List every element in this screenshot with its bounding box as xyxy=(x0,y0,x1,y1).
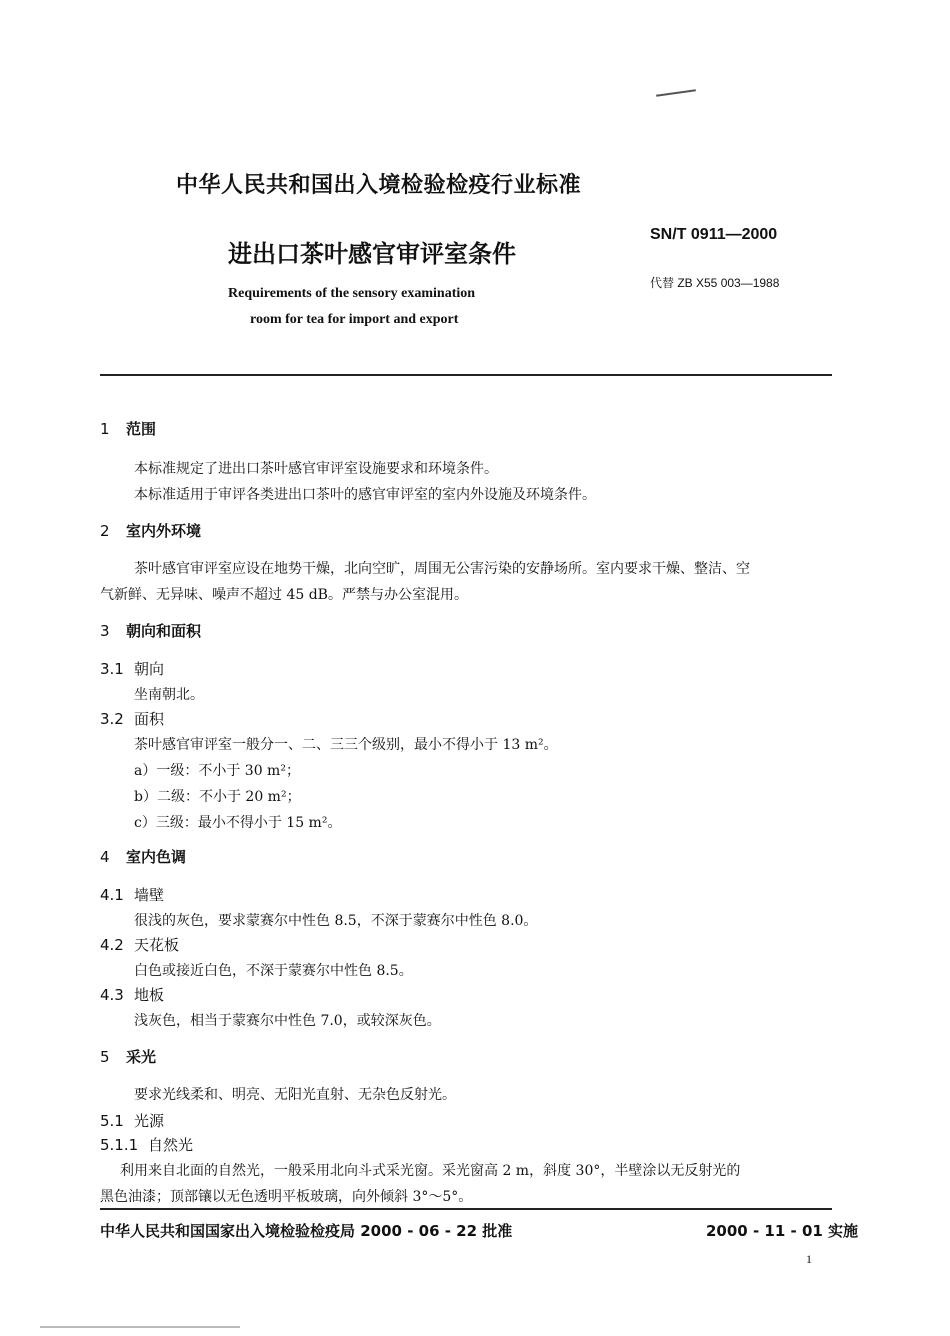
subsection-4-1-paragraph: 很浅的灰色，要求蒙赛尔中性色 8.5，不深于蒙赛尔中性色 8.0。 xyxy=(134,913,538,929)
section-number: 2 xyxy=(100,522,110,540)
subsection-title: 地板 xyxy=(134,986,165,1004)
subsection-number: 5.1.1 xyxy=(100,1136,139,1154)
subsection-4-2-paragraph: 白色或接近白色，不深于蒙赛尔中性色 8.5。 xyxy=(134,963,413,979)
scan-mark xyxy=(656,89,696,97)
subsection-title: 面积 xyxy=(134,710,165,728)
subsection-number: 4.3 xyxy=(100,986,124,1004)
subsection-5-1-1-heading xyxy=(100,1134,193,1155)
scan-mark xyxy=(40,1326,240,1328)
subsection-5-1-1-paragraph-2: 黑色油漆；顶部镶以无色透明平板玻璃，向外倾斜 3°～5°。 xyxy=(100,1189,473,1205)
section-title: 采光 xyxy=(126,1048,157,1066)
section-number: 5 xyxy=(100,1048,110,1066)
section-title: 朝向和面积 xyxy=(126,622,202,640)
subsection-3-2-heading xyxy=(100,708,164,729)
implementation-date: 2000 - 11 - 01 实施 xyxy=(706,1222,859,1240)
standard-code: SN/T 0911—2000 xyxy=(650,226,778,243)
section-2-heading xyxy=(100,520,201,541)
subsection-3-1-paragraph: 坐南朝北。 xyxy=(134,687,204,703)
list-item-a: a）一级：不小于 30 m²； xyxy=(134,763,300,779)
section-1-paragraph-1: 本标准规定了进出口茶叶感官审评室设施要求和环境条件。 xyxy=(134,461,498,477)
subsection-title: 天花板 xyxy=(134,936,180,954)
subsection-title: 墙壁 xyxy=(134,886,165,904)
subsection-4-3-paragraph: 浅灰色，相当于蒙赛尔中性色 7.0，或较深灰色。 xyxy=(134,1013,441,1029)
subsection-4-1-heading xyxy=(100,884,164,905)
subsection-5-1-1-paragraph-1: 利用来自北面的自然光，一般采用北向斗式采光窗。采光窗高 2 m，斜度 30°，半壁涂以无反射光的 xyxy=(120,1163,741,1179)
subsection-title: 自然光 xyxy=(148,1136,194,1154)
section-3-heading xyxy=(100,620,201,641)
subsection-number: 5.1 xyxy=(100,1112,124,1130)
footer-divider xyxy=(100,1208,832,1210)
subsection-3-2-paragraph: 茶叶感官审评室一般分一、二、三三个级别，最小不得小于 13 m²。 xyxy=(134,737,558,753)
section-title: 室内外环境 xyxy=(126,522,202,540)
section-5-paragraph: 要求光线柔和、明亮、无阳光直射、无杂色反射光。 xyxy=(134,1087,456,1103)
standard-authority: 中华人民共和国出入境检验检疫行业标准 xyxy=(176,173,582,198)
subsection-5-1-heading xyxy=(100,1110,164,1131)
section-title: 室内色调 xyxy=(126,848,187,866)
subsection-number: 4.1 xyxy=(100,886,124,904)
section-title: 范围 xyxy=(126,420,157,438)
subsection-4-2-heading xyxy=(100,934,179,955)
subsection-4-3-heading xyxy=(100,984,164,1005)
english-title-line-2: room for tea for import and export xyxy=(250,312,459,327)
page-number: 1 xyxy=(806,1252,812,1266)
section-number: 3 xyxy=(100,622,110,640)
section-1-paragraph-2: 本标准适用于审评各类进出口茶叶的感官审评室的室内外设施及环境条件。 xyxy=(134,487,596,503)
section-1-heading xyxy=(100,418,156,439)
section-2-paragraph-2: 气新鲜、无异味、噪声不超过 45 dB。严禁与办公室混用。 xyxy=(100,587,468,603)
list-item-c: c）三级：最小不得小于 15 m²。 xyxy=(134,815,342,831)
section-5-heading xyxy=(100,1046,156,1067)
section-number: 1 xyxy=(100,420,110,438)
section-2-paragraph-1: 茶叶感官审评室应设在地势干燥，北向空旷，周围无公害污染的安静场所。室内要求干燥、整洁、空 xyxy=(134,561,750,577)
subsection-title: 光源 xyxy=(134,1112,165,1130)
list-item-b: b）二级：不小于 20 m²； xyxy=(134,789,301,805)
subsection-number: 4.2 xyxy=(100,936,124,954)
subsection-number: 3.2 xyxy=(100,710,124,728)
subsection-title: 朝向 xyxy=(134,660,165,678)
subsection-number: 3.1 xyxy=(100,660,124,678)
approval-date: 中华人民共和国国家出入境检验检疫局 2000 - 06 - 22 批准 xyxy=(100,1222,513,1240)
header-divider xyxy=(100,374,832,376)
section-number: 4 xyxy=(100,848,110,866)
replaces-standard: 代替 ZB X55 003—1988 xyxy=(650,276,780,290)
document-title: 进出口茶叶感官审评室条件 xyxy=(228,240,516,268)
subsection-3-1-heading xyxy=(100,658,164,679)
section-4-heading xyxy=(100,846,186,867)
english-title-line-1: Requirements of the sensory examination xyxy=(228,286,476,301)
